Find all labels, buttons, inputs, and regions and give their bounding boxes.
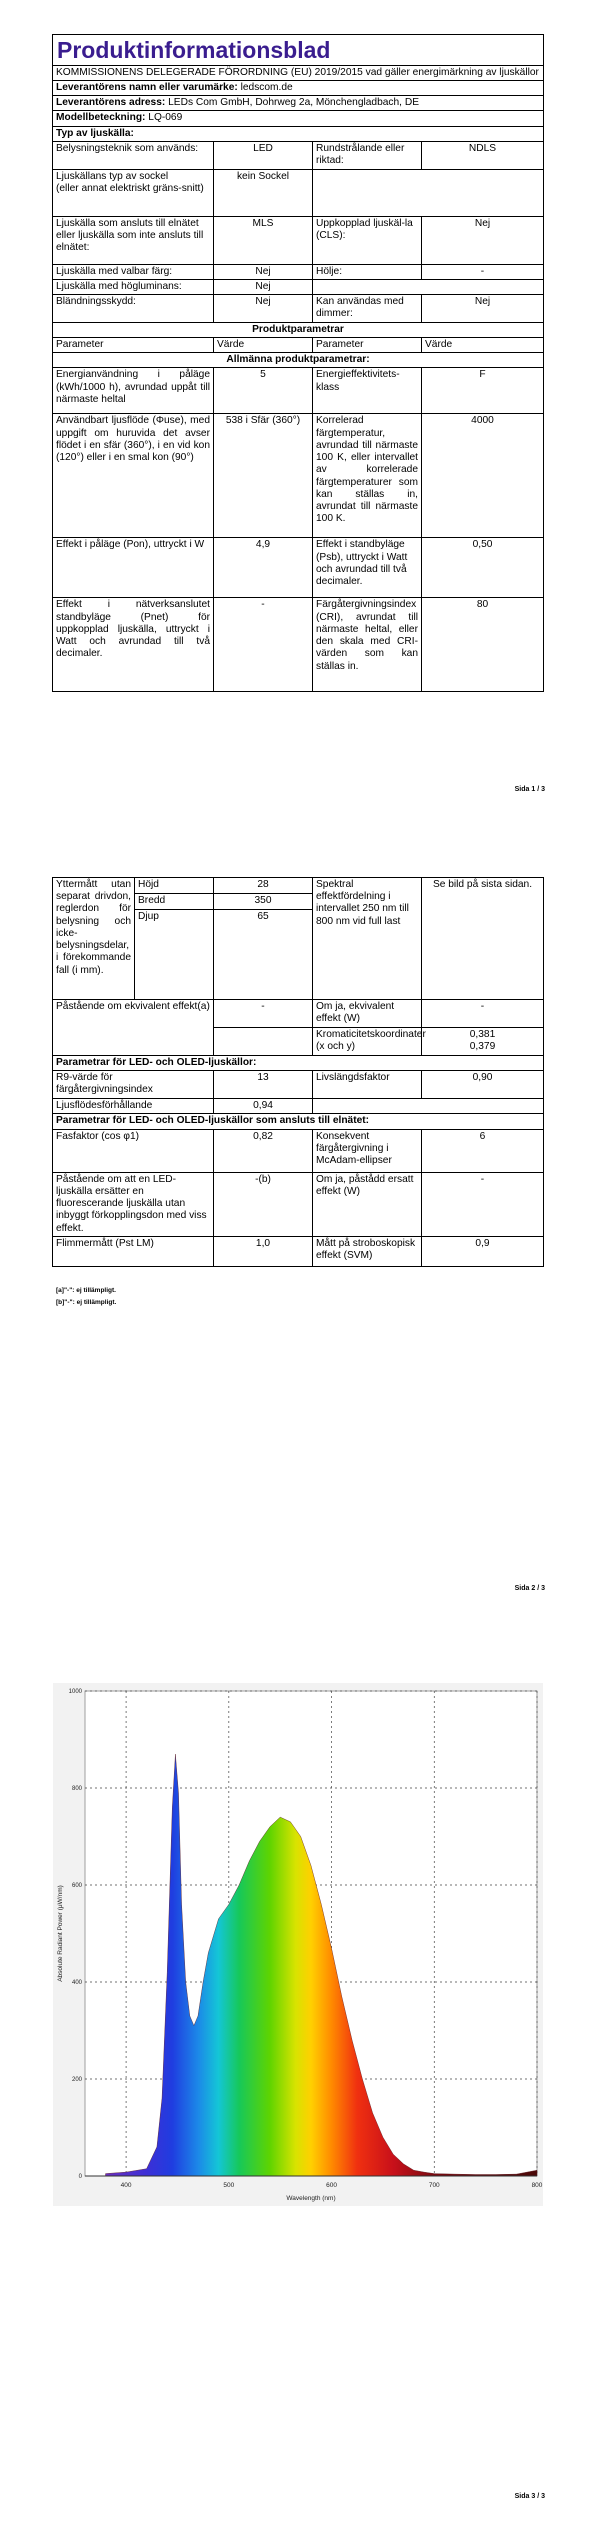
r9-label: R9-värde för färgåtergivningsindex — [53, 1071, 214, 1099]
flicker-value: 1,0 — [214, 1236, 313, 1266]
x-tick-label-0: 400 — [120, 2182, 132, 2189]
nondir-label: Rundstrålande eller riktad: — [313, 141, 422, 169]
spectrum-chart-svg — [53, 1683, 543, 2206]
equiv-w-label: Om ja, ekvivalent effekt (W) — [313, 1000, 422, 1028]
page-number-3: Sida 3 / 3 — [514, 2493, 545, 2500]
col-param-2: Parameter — [313, 337, 422, 352]
cct-label: Korrelerad färgtemperatur, avrundad till närmaste 100 K, eller intervallet av korrelerade färgtemperaturer som kan ställas in, avrundat till närmaste 100 K. — [313, 414, 422, 538]
x-tick-label-2: 600 — [326, 2182, 337, 2189]
envelope-label: Hölje: — [313, 264, 422, 279]
datasheet-table-page1 — [52, 34, 544, 692]
y-tick-label-2: 400 — [71, 1980, 82, 1986]
y-axis-label: Absolute Radiant Power (μW/nm) — [57, 1885, 64, 1982]
equiv-label: Påstående om ekvivalent effekt(a) — [53, 1000, 214, 1056]
cap-spacer — [313, 169, 544, 216]
colcons-label: Konsekvent färgåtergivning i McAdam-ellipser — [313, 1129, 422, 1172]
x-tick-label-4: 800 — [531, 2182, 543, 2189]
cap-value: kein Sockel — [214, 169, 313, 216]
pon-value: 4,9 — [214, 538, 313, 598]
supplier-name-label: Leverantörens namn eller varumärke: — [56, 81, 238, 93]
model-row — [53, 111, 544, 126]
page-title: Produktinformationsblad — [53, 35, 544, 66]
equiv-value: - — [214, 1000, 313, 1028]
supplier-address-row — [53, 96, 544, 111]
dims-label: Yttermått utan separat drivdon, reglerdon för belysning och icke-belysningsdelar, i förekommande fall (i mm). — [53, 878, 135, 1000]
replace-value: -(b) — [214, 1172, 313, 1236]
cri-value: 80 — [422, 598, 544, 692]
params-heading: Produktparametrar — [53, 322, 544, 337]
hl-label: Ljuskälla med högluminans: — [53, 280, 214, 295]
depth-label: Djup — [135, 910, 214, 1000]
hl-value: Nej — [214, 280, 313, 295]
width-label: Bredd — [135, 894, 214, 910]
hl-spacer — [313, 280, 544, 295]
chroma-spacer — [214, 1028, 313, 1056]
supplier-address: LEDs Com GmbH, Dohrweg 2a, Mönchengladbach, DE — [168, 97, 419, 109]
pnet-label: Effekt i nätverksanslutet standbyläge (Pnet) för uppkopplad ljuskälla, uttryckt i Watt och avrundad till två decimaler. — [53, 598, 214, 692]
flicker-label: Flimmermått (Pst LM) — [53, 1236, 214, 1266]
y-tick-label-1: 200 — [71, 2077, 82, 2083]
col-param-1: Parameter — [53, 337, 214, 352]
chroma-values — [422, 1028, 544, 1056]
tech-label: Belysningsteknik som används: — [53, 141, 214, 169]
page-number-1: Sida 1 / 3 — [514, 786, 545, 793]
footnote-a: [a]"-": ej tillämpligt. — [56, 1287, 116, 1294]
maint-spacer — [313, 1099, 544, 1114]
colcons-value: 6 — [422, 1129, 544, 1172]
svm-label: Mått på stroboskopisk effekt (SVM) — [313, 1236, 422, 1266]
cri-label: Färgåtergivningsindex (CRI), avrundat till närmaste heltal, eller den skala med CRI-värden som kan ställas in. — [313, 598, 422, 692]
glare-label: Bländningsskydd: — [53, 295, 214, 322]
cls-label: Uppkopplad ljuskäl-la (CLS): — [313, 216, 422, 264]
nondir-value: NDLS — [422, 141, 544, 169]
height-label: Höjd — [135, 878, 214, 894]
supplier-name-row — [53, 80, 544, 95]
tech-value: LED — [214, 141, 313, 169]
footnotes — [56, 1285, 116, 1310]
flux-value: 538 i Sfär (360°) — [214, 414, 313, 538]
cap-cell — [53, 169, 214, 216]
supplier-name: ledscom.de — [240, 81, 293, 93]
pon-label: Effekt i påläge (Pon), uttryckt i W — [53, 538, 214, 598]
datasheet-table-page2 — [52, 877, 544, 1267]
cls-value: Nej — [422, 216, 544, 264]
replace-label: Påstående om att en LED-ljuskälla ersätter en fluorescerande ljuskälla utan inbyggt förkopplingsdon med viss effekt. — [53, 1172, 214, 1236]
envelope-value: - — [422, 264, 544, 279]
y-tick-label-3: 600 — [71, 1883, 82, 1889]
life-value: 0,90 — [422, 1071, 544, 1099]
pnet-value: - — [214, 598, 313, 692]
page-number-2: Sida 2 / 3 — [514, 1585, 545, 1592]
colour-value: Nej — [214, 264, 313, 279]
led-heading: Parametrar för LED- och OLED-ljuskällor: — [53, 1056, 544, 1071]
footnote-b: [b]"-": ej tillämpligt. — [56, 1299, 117, 1307]
flux-label: Användbart ljusflöde (Φuse), med uppgift om huruvida det avser flödet i en sfär (360°), i en vid kon (120°) eller i en smal kon (90°) — [53, 414, 214, 538]
svm-value: 0,9 — [422, 1236, 544, 1266]
type-heading: Typ av ljuskälla: — [53, 126, 544, 141]
glare-value: Nej — [214, 295, 313, 322]
r9-value: 13 — [214, 1071, 313, 1099]
maint-label: Ljusflödesförhållande — [53, 1099, 214, 1114]
energy-label: Energianvändning i påläge (kWh/1000 h), avrundad uppåt till närmaste heltal — [53, 368, 214, 414]
height-value: 28 — [214, 878, 313, 894]
dimmable-label: Kan användas med dimmer: — [313, 295, 422, 322]
model-identifier: LQ-069 — [148, 112, 183, 124]
col-value-1: Värde — [214, 337, 313, 352]
spd-label: Spektral effektfördelning i intervallet 250 nm till 800 nm vid full last — [313, 878, 422, 1000]
chroma-x: 0,381 — [469, 1029, 496, 1040]
y-tick-label-0: 0 — [78, 2174, 82, 2180]
x-axis-label: Wavelength (nm) — [286, 2195, 336, 2202]
mains-value: MLS — [214, 216, 313, 264]
chroma-label: Kromaticitetskoordinater (x och y) — [313, 1028, 422, 1056]
eclass-value: F — [422, 368, 544, 414]
x-tick-label-1: 500 — [223, 2182, 235, 2189]
dimmable-value: Nej — [422, 295, 544, 322]
replace-w-value: - — [422, 1172, 544, 1236]
equiv-w-value: - — [422, 1000, 544, 1028]
chroma-y: 0,379 — [469, 1041, 496, 1053]
life-label: Livslängdsfaktor — [313, 1071, 422, 1099]
model-label: Modellbeteckning: — [56, 112, 146, 124]
colour-label: Ljuskälla med valbar färg: — [53, 264, 214, 279]
supplier-address-label: Leverantörens adress: — [56, 97, 166, 109]
y-tick-label-4: 800 — [71, 1786, 82, 1792]
regulation-text: KOMMISSIONENS DELEGERADE FÖRORDNING (EU) 2019/2015 vad gäller energimärkning av ljuskällor — [53, 65, 544, 80]
x-tick-label-3: 700 — [428, 2182, 440, 2189]
general-heading: Allmänna produktparametrar: — [53, 353, 544, 368]
col-value-2: Värde — [422, 337, 544, 352]
mains-heading: Parametrar för LED- och OLED-ljuskällor som ansluts till elnätet: — [53, 1114, 544, 1129]
cct-value: 4000 — [422, 414, 544, 538]
replace-w-label: Om ja, påstådd ersatt effekt (W) — [313, 1172, 422, 1236]
y-tick-label-5: 1000 — [68, 1689, 82, 1695]
mains-label: Ljuskälla som ansluts till elnätet eller ljuskälla som inte ansluts till elnätet: — [53, 216, 214, 264]
energy-value: 5 — [214, 368, 313, 414]
spd-value: Se bild på sista sidan. — [422, 878, 544, 1000]
maint-value: 0,94 — [214, 1099, 313, 1114]
eclass-label: Energieffektivitets-klass — [313, 368, 422, 414]
cap-label: Ljuskällans typ av sockel — [56, 170, 169, 182]
psb-label: Effekt i standbyläge (Psb), uttryckt i Watt och avrundad till två decimaler. — [313, 538, 422, 598]
spectrum-chart — [53, 1683, 543, 2206]
pf-value: 0,82 — [214, 1129, 313, 1172]
width-value: 350 — [214, 894, 313, 910]
cap-note: (eller annat elektriskt gräns-snitt) — [56, 183, 204, 194]
pf-label: Fasfaktor (cos φ1) — [53, 1129, 214, 1172]
depth-value: 65 — [214, 910, 313, 1000]
psb-value: 0,50 — [422, 538, 544, 598]
